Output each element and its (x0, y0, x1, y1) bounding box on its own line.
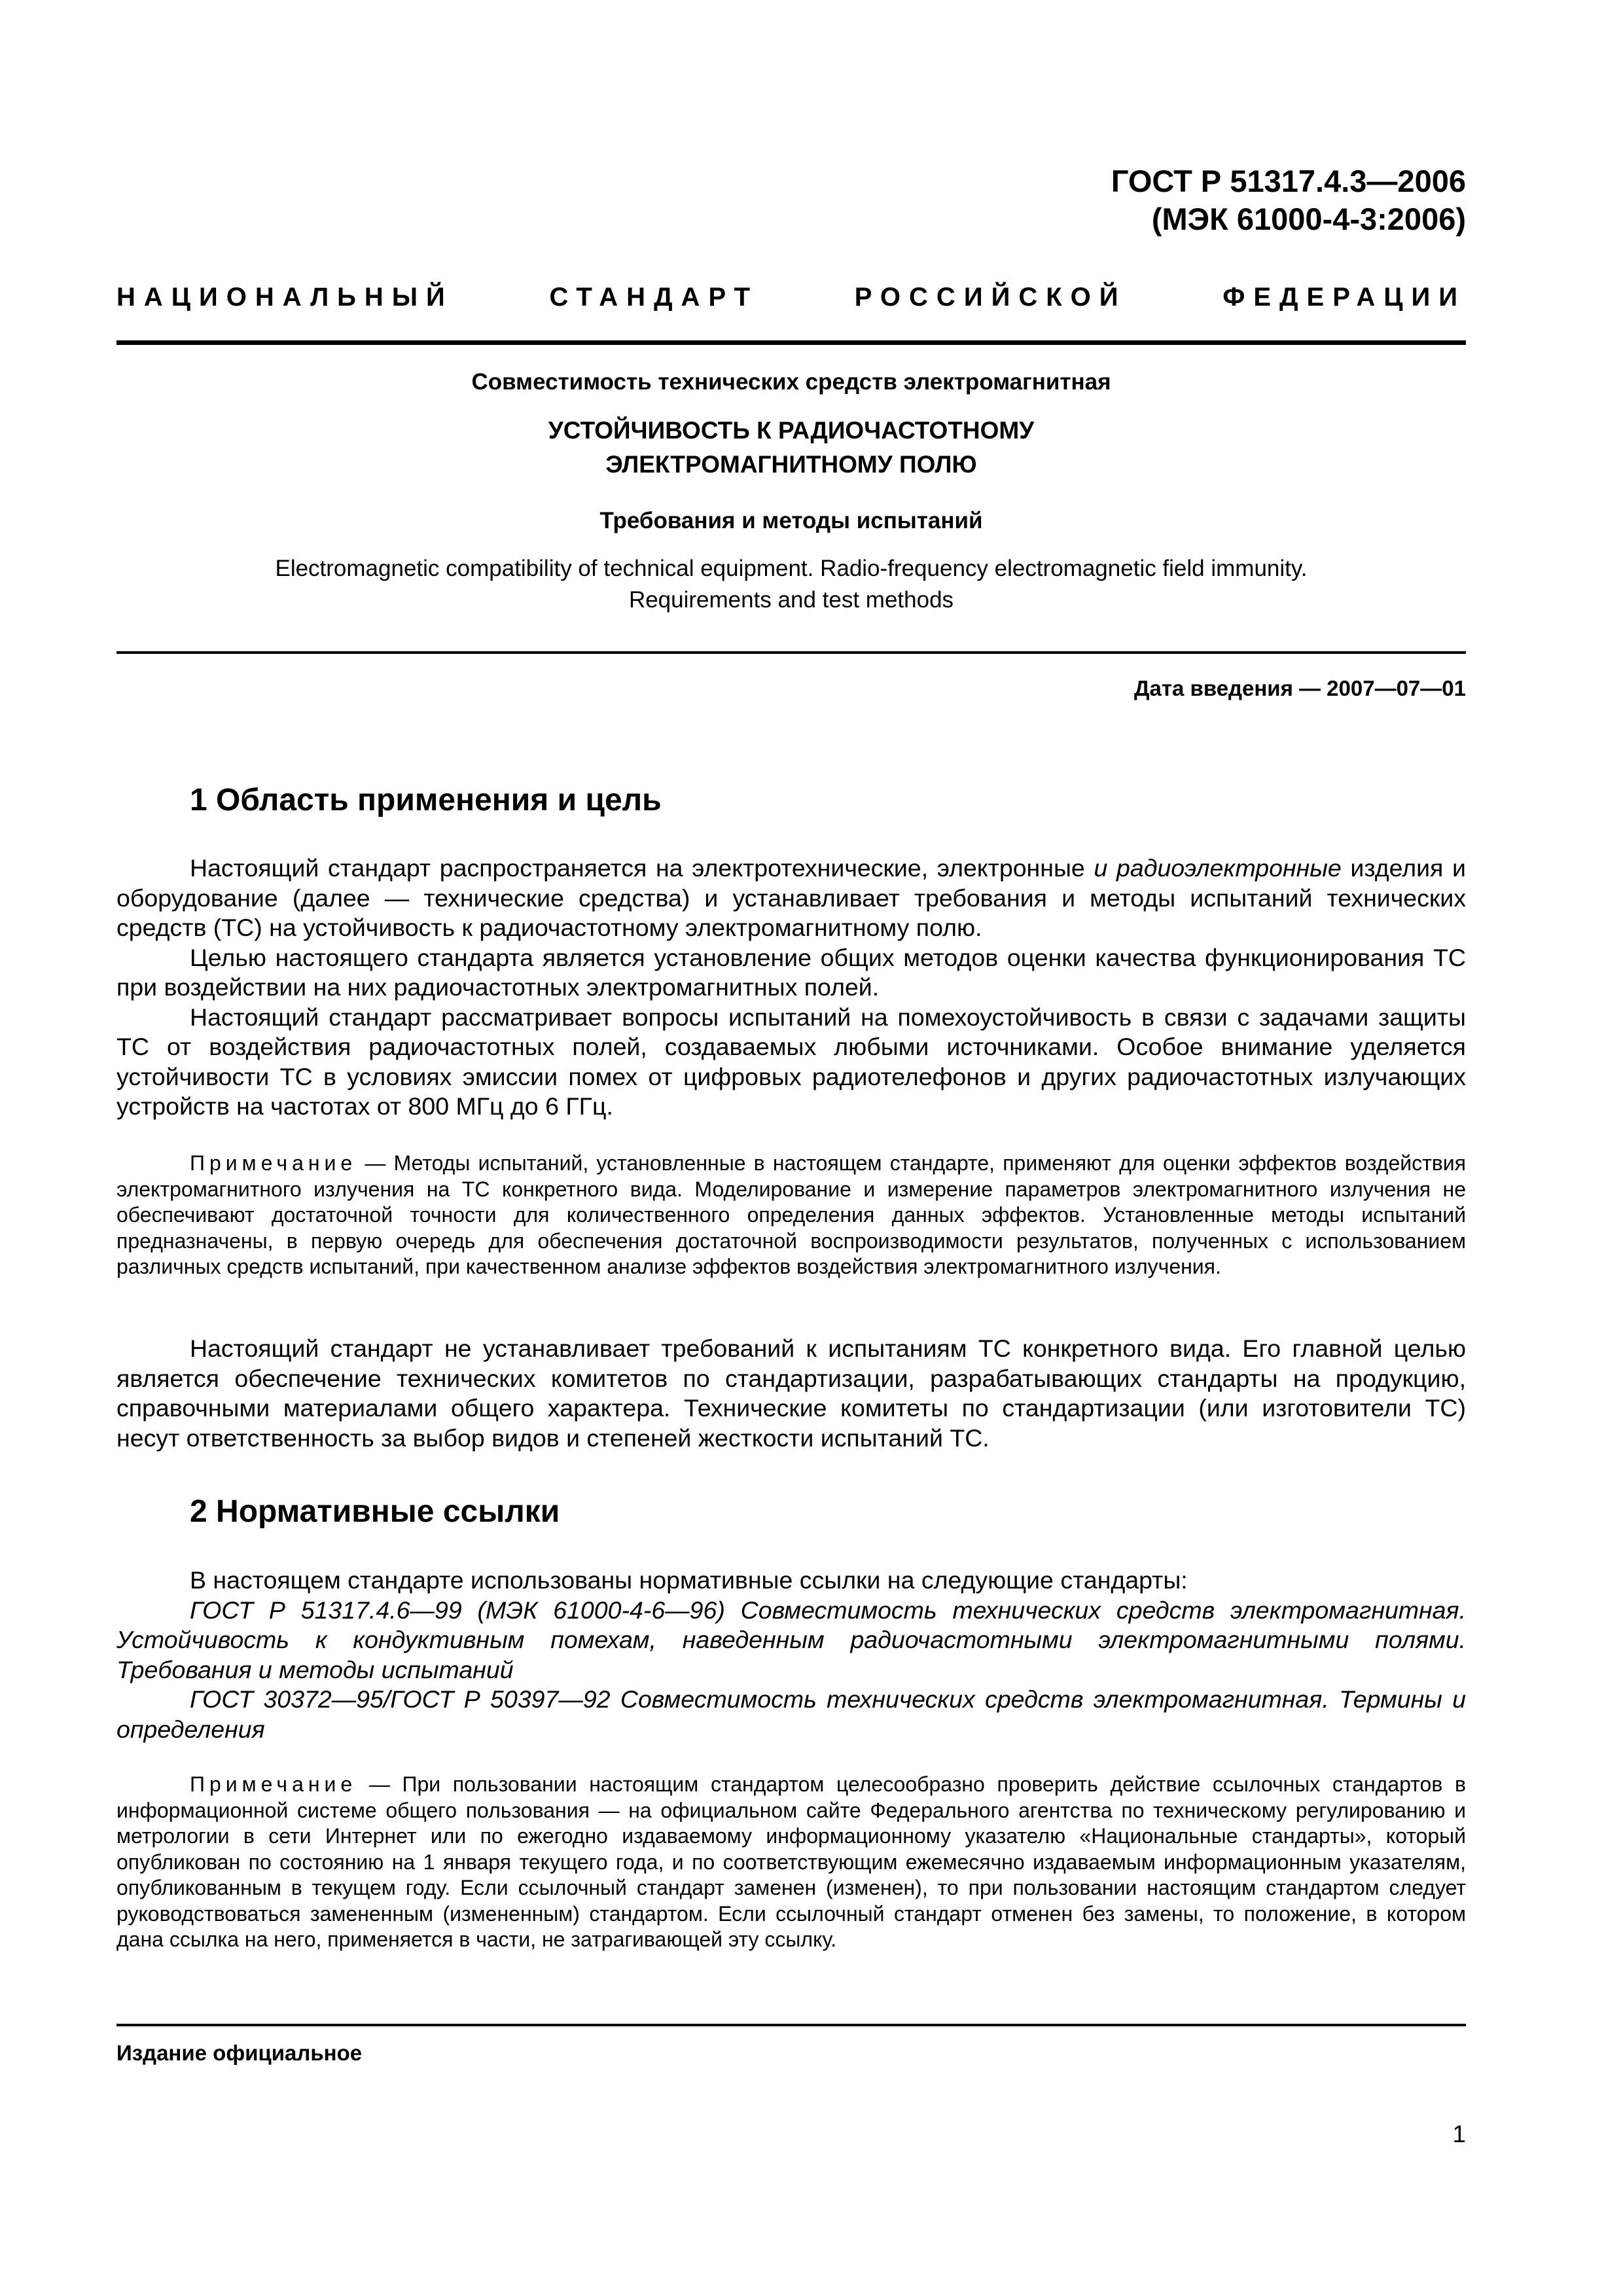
title-main (116, 414, 1466, 482)
note-label: Примечание (190, 1151, 357, 1175)
title-divider (116, 651, 1466, 654)
banner-word: ФЕДЕРАЦИИ (1222, 283, 1466, 312)
banner-word: РОССИЙСКОЙ (854, 283, 1127, 312)
page-number: 1 (1452, 2121, 1466, 2147)
paragraph: Настоящий стандарт не устанавливает требований к испытаниям ТС конкретного вида. Его главной целью является обеспечение технических комитетов по стандартизации, разрабатывающих стандарты на продукцию, справочными материалами общего характера. Технические комитеты по стандартизации (или изготовители ТС) несут ответственность за выбор видов и степеней жесткости испытаний ТС. (116, 1335, 1466, 1452)
paragraph: Настоящий стандарт распространяется на электротехнические, электронные и радиоэлектронные изделия и оборудование (далее — технические средства) и устанавливает требования и методы испытаний технических средств (ТС) на устойчивость к радиочастотному электромагнитному полю. (116, 854, 1466, 941)
paragraph: Целью настоящего стандарта является установление общих методов оценки качества функционирования ТС при воздействии на них радиочастотных электромагнитных полей. (116, 943, 1466, 1001)
section1-body (116, 853, 1466, 1122)
section1-body-cont (116, 1334, 1466, 1453)
paragraph: В настоящем стандарте использованы нормативные ссылки на следующие стандарты: (190, 1566, 1188, 1594)
title-sub: Требования и методы испытаний (599, 508, 983, 533)
footer-divider (116, 2024, 1466, 2026)
standard-designation (1111, 162, 1466, 238)
official-edition-label: Издание официальное (116, 2041, 363, 2065)
designation-gost: ГОСТ Р 51317.4.3—2006 (1111, 164, 1466, 198)
header-divider (116, 340, 1466, 345)
title-english-line: Requirements and test methods (628, 587, 954, 613)
section-heading-scope: 1 Область применения и цель (190, 783, 662, 817)
note-label: Примечание (190, 1772, 357, 1796)
title-main-line: УСТОЙЧИВОСТЬ К РАДИОЧАСТОТНОМУ (548, 417, 1035, 444)
banner-word: НАЦИОНАЛЬНЫЙ (116, 283, 454, 312)
introduction-date: Дата введения — 2007—07—01 (1134, 676, 1466, 700)
title-main-line: ЭЛЕКТРОМАГНИТНОМУ ПОЛЮ (605, 451, 977, 478)
title-general: Совместимость технических средств электромагнитная (471, 369, 1111, 395)
title-english-line: Electromagnetic compatibility of technical equipment. Radio-frequency electromagnetic field immunity. (275, 556, 1308, 581)
designation-iec: (МЭК 61000-4-3:2006) (1151, 202, 1466, 236)
note-paragraph: Примечание — При пользовании настоящим стандартом целесообразно проверить действие ссылочных стандартов в информационной системе общего пользования — на официальном сайте Федерального агентства по техническому регулированию и метрологии в сети Интернет или по ежегодно издаваемому информационному указателю «Национальные стандарты», который опубликован по состоянию на 1 января текущего года, и по соответствующим ежемесячно издаваемым информационным указателям, опубликованным в текущем году. Если ссылочный стандарт заменен (изменен), то при пользовании настоящим стандартом следует руководствоваться замененным (измененным) стандартом. Если ссылочный стандарт отменен без замены, то положение, в котором дана ссылка на него, применяется в части, не затрагивающей эту ссылку. (116, 1772, 1466, 1951)
note-paragraph: Примечание — Методы испытаний, установленные в настоящем стандарте, применяют для оценки эффектов воздействия электромагнитного излучения на ТС конкретного вида. Моделирование и измерение параметров электромагнитного излучения не обеспечивают достаточной точности для количественного определения данных эффектов. Установленные методы испытаний предназначены, в первую очередь для обеспечения достаточной воспроизводимости результатов, полученных с использованием различных средств испытаний, при качественном анализе эффектов воздействия электромагнитного излучения. (116, 1151, 1466, 1278)
paragraph: Настоящий стандарт рассматривает вопросы испытаний на помехоустойчивость в связи с задачами защиты ТС от воздействия радиочастотных полей, создаваемых любыми источниками. Особое внимание уделяется устойчивости ТС в условиях эмиссии помех от цифровых радиотелефонов и других радиочастотных излучающих устройств на частотах от 800 МГц до 6 ГГц. (116, 1003, 1466, 1120)
reference-item: ГОСТ 30372—95/ГОСТ Р 50397—92 Совместимость технических средств электромагнитная. Термины и определения (116, 1685, 1466, 1743)
section2-note (116, 1772, 1466, 1953)
section2-body (116, 1566, 1466, 1744)
reference-item: ГОСТ Р 51317.4.6—99 (МЭК 61000-4-6—96) Совместимость технических средств электромагнитная. Устойчивость к кондуктивным помехам, наведенным радиочастотными электромагнитными полями. Требования и методы испытаний (116, 1596, 1466, 1683)
banner-word: СТАНДАРТ (549, 283, 759, 312)
national-standard-banner (116, 283, 1466, 312)
section-heading-references: 2 Нормативные ссылки (190, 1494, 560, 1529)
section1-note (116, 1151, 1466, 1280)
title-english (116, 553, 1466, 616)
